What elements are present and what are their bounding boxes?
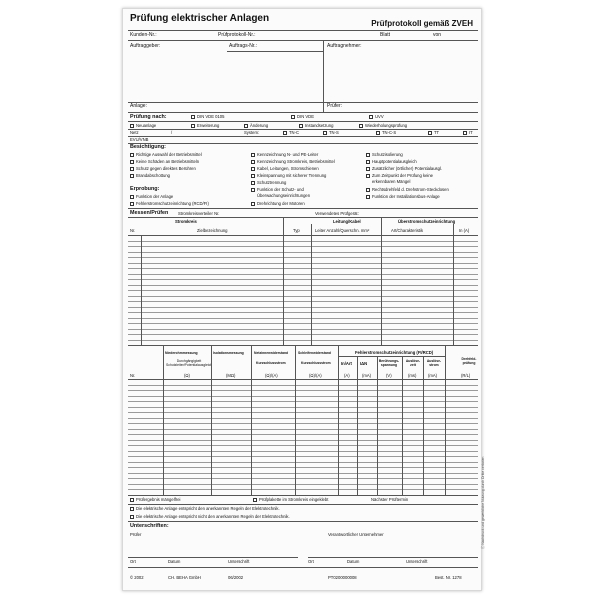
table-row-line [128, 279, 478, 280]
option-aenderung[interactable]: Änderung [244, 123, 268, 128]
pruefer-sig-label: Prüfer [130, 532, 142, 537]
pruefgeraet-label: Verwendetes Prüfgerät: [315, 211, 359, 216]
datum-label-2: Datum [347, 559, 360, 564]
table-row-line [128, 456, 478, 457]
check-entspricht-nicht[interactable]: Die elektrische Anlage entspricht nicht den anerkannten Regeln der Elektrotechnik. [130, 514, 290, 519]
copyright: © 2002 [130, 575, 144, 580]
kurzschluss2-header: Kurzschlussstrom [301, 361, 331, 365]
option-erweiterung[interactable]: Erweiterung [191, 123, 219, 128]
ausloese-zeit-header: Auslöse-zeit [405, 359, 421, 367]
ueberstrom-header: Überstromschutzeinrichtung [398, 219, 456, 224]
pruefer-label: Prüfer: [327, 103, 343, 109]
stromkreisverteiler-label: Stromkreisverteiler Nr. [178, 211, 220, 216]
table-row-line [128, 263, 478, 264]
table-row-line [128, 334, 478, 335]
table-row-line [128, 274, 478, 275]
typ-header: Typ [293, 228, 300, 233]
table-row-line [128, 429, 478, 430]
nr2-header: Nr. [130, 373, 136, 378]
table-row-line [128, 290, 478, 291]
option-wiederholungspruefung[interactable]: Wiederholungsprüfung [359, 123, 407, 128]
in-art-header: In/Art [341, 361, 352, 366]
unit-ma-2: (mA) [428, 373, 438, 378]
table-row-line [128, 489, 478, 490]
check-schutztrennung[interactable]: Schutztrennung [251, 180, 286, 185]
unit-ma-1: (mA) [362, 373, 372, 378]
unterschriften-label: Unterschriften: [130, 523, 169, 529]
form-code: PT0200000008 [328, 575, 357, 580]
table-row-line [128, 241, 478, 242]
unit-ohm-a-2: (Ω)/(A) [309, 373, 322, 378]
check-schutz-direkt[interactable]: Schutz gegen direktes Berühren [130, 166, 196, 171]
protokoll-title: Prüfprotokoll gemäß ZVEH [371, 19, 473, 28]
option-it[interactable]: IT [463, 130, 473, 135]
checkbox[interactable] [291, 115, 295, 119]
table-row-line [128, 407, 478, 408]
durchg-header: Durchgängigkeit Schutzleiter/Potentialausgleich [166, 359, 213, 367]
leiter-header: Leiter Anzahl/Querschn. mm² [315, 228, 370, 233]
table-row-line [128, 440, 478, 441]
table-row-line [128, 467, 478, 468]
unit-mohm: (MΩ) [226, 373, 236, 378]
auftraggeber-label: Auftraggeber: [130, 43, 161, 49]
table-row-line [128, 445, 478, 446]
nr-header: Nr. [130, 228, 136, 233]
table-row-line [128, 312, 478, 313]
von-label: von [433, 32, 442, 38]
option-tn-c[interactable]: TN-C [283, 130, 299, 135]
messen-label: Messen/Prüfen [130, 210, 169, 216]
table-row-line [128, 473, 478, 474]
table-row-line [128, 285, 478, 286]
table-row-line [128, 484, 478, 485]
check-kabel[interactable]: Kabel, Leitungen, Stromschienen [251, 166, 319, 171]
table-row-line [128, 385, 478, 386]
table-row-line [128, 478, 478, 479]
table-row-line [128, 423, 478, 424]
side-note: Ⓒ Nachdruck und gewerbliche Nutzung durch Dritte verboten [481, 456, 485, 549]
pruefung-nach-label: Prüfung nach: [130, 114, 167, 120]
inspection-form-sheet [122, 8, 485, 591]
beruehrung-header: Berührungs-spannung [378, 359, 400, 367]
form-title: Prüfung elektrischer Anlagen [130, 13, 270, 24]
option-din-vde[interactable]: DIN VDE [291, 114, 314, 119]
ausloese-strom-header: Auslöse-strom [426, 359, 442, 367]
option-instandsetzung[interactable]: Instandsetzung [299, 123, 333, 128]
auftragnehmer-label: Auftragnehmer: [327, 43, 362, 49]
in-a-header: In (A) [459, 228, 470, 233]
unit-v: (V) [386, 373, 392, 378]
stromkreis-header: Stromkreis [175, 219, 197, 224]
unternehmer-sig-label: Verantwortlicher Unternehmer [328, 532, 384, 537]
company: CH. BEHA GmbH [168, 575, 201, 580]
check-kleinspannung[interactable]: Kleinspannung mit sicherer Trennung [251, 173, 326, 178]
unit-ms: (ms) [408, 373, 417, 378]
table-row-line [128, 434, 478, 435]
table-row-line [128, 323, 478, 324]
check-keine-maengel[interactable]: Zum Zeitpunkt der Prüfung keine [366, 173, 433, 178]
check-brandabschottung[interactable]: Brandabschottung [130, 173, 170, 178]
option-uvv[interactable]: UVV [369, 114, 384, 119]
table-row-line [128, 329, 478, 330]
datum-label-1: Datum [168, 559, 181, 564]
fehlerstrom-header: Fehlerstromschutzeinrichtung (FI/RCD) [355, 350, 434, 355]
check-kennz-n-pe[interactable]: Kennzeichnung N- und PE-Leiter [251, 152, 318, 157]
table-row-line [128, 257, 478, 258]
header-rule-1 [128, 40, 478, 41]
anlage-label: Anlage: [130, 103, 147, 109]
kurzschluss1-header: Kurzschlussstrom [256, 361, 286, 365]
naechster-termin-label: Nächster Prüftermin [371, 497, 409, 502]
besichtigung-label: Besichtigung: [130, 144, 166, 150]
option-tt[interactable]: TT [428, 130, 439, 135]
unterschrift-label-1: Unterschrift [228, 559, 250, 564]
option-tn-c-s[interactable]: TN-C-S [376, 130, 396, 135]
check-hauptpotential[interactable]: Hauptpotentialausgleich [366, 159, 417, 164]
table-row-line [128, 307, 478, 308]
blatt-label: Blatt [380, 32, 391, 38]
table-row-line [128, 252, 478, 253]
table-row-line [128, 396, 478, 397]
check-funktion-anlage[interactable]: Funktion der Anlage [130, 194, 173, 199]
kunden-nr-label: Kunden-Nr.: [130, 32, 157, 38]
table-row-line [128, 412, 478, 413]
erprobung-label: Erprobung: [130, 186, 160, 192]
check-auswahl[interactable]: Richtige Auswahl der Betriebsmittel [130, 152, 202, 157]
pruefprotokoll-nr-label: Prüfprotokoll-Nr.: [218, 32, 256, 38]
check-rcd[interactable]: Fehlerstromschutzeinrichtung (RCD/FI) [130, 201, 209, 206]
check-maengelfrei[interactable]: Prüfergebnis mängelfrei [130, 497, 180, 502]
keine-maengel-cont: erkennbaren Mängel [372, 179, 411, 184]
checkbox[interactable] [369, 115, 373, 119]
option-din-vde-0105[interactable]: DIN VDE 0105 [191, 114, 224, 119]
niederohm-header: Niederohmmessung [165, 351, 198, 355]
table-row-line [128, 268, 478, 269]
checkbox[interactable] [191, 115, 195, 119]
check-entspricht[interactable]: Die elektrische Anlage entspricht den anerkannten Regeln der Elektrotechnik. [130, 506, 280, 511]
check-schutzisolierung[interactable]: Schutzisolierung [366, 152, 403, 157]
unit-a: (A) [344, 373, 350, 378]
auftrags-nr-label: Auftrags-Nr.: [229, 43, 258, 49]
table-row-line [128, 246, 478, 247]
netz-separator: / [171, 130, 173, 135]
netz-label: Netz [130, 130, 139, 135]
table-row-line [128, 390, 478, 391]
evu-label: EVU/VNB [130, 137, 149, 142]
ort-label-1: Ort [130, 559, 136, 564]
table-row-line [128, 401, 478, 402]
table-row-line [128, 301, 478, 302]
table-row-line [128, 418, 478, 419]
check-pruefplakette[interactable]: Prüfplakette im Stromkreis eingeklebt [253, 497, 328, 502]
schutzeinrichtungen-cont: Überwachungseinrichtungen [257, 193, 311, 198]
table-row-line [128, 462, 478, 463]
i-delta-header: IΔN [360, 361, 368, 366]
check-kennz-stromkreis[interactable]: Kennzeichnung Stromkreis, Betriebsmittel [251, 159, 335, 164]
check-installationsbus[interactable]: Funktion der Installationsbus-Anlage [366, 194, 440, 199]
schleifen-header: Schleifenwiderstand [298, 351, 331, 355]
netzinnen-header: Netzinnenwiderstand [254, 351, 289, 355]
art-header: Art/Charakteristik [391, 228, 424, 233]
table-row-line [128, 296, 478, 297]
check-zusaetzlicher[interactable]: Zusätzlicher (örtlicher) Potentialausgl. [366, 166, 442, 171]
unit-rl: (R/L) [461, 373, 471, 378]
option-neuanlage[interactable]: Neuanlage [130, 123, 156, 128]
unit-ohm: (Ω) [184, 373, 190, 378]
zielbezeichnung-header: Zielbezeichnung [197, 228, 228, 233]
unit-ohm-a-1: (Ω)/(A) [265, 373, 278, 378]
unterschrift-label-2: Unterschrift [406, 559, 428, 564]
check-drehrichtung[interactable]: Drehrichtung der Motoren [251, 201, 305, 206]
table-row-line [128, 318, 478, 319]
title-rule [128, 30, 478, 31]
edition-date: 06/2002 [228, 575, 244, 580]
check-keine-schaeden[interactable]: Keine Schäden an Betriebsmitteln [130, 159, 199, 164]
ort-label-2: Ort [308, 559, 314, 564]
system-label: System: [244, 130, 260, 135]
table-row-line [128, 340, 478, 341]
best-nr: Best. Nr. 1278 [435, 575, 462, 580]
check-rechtsdrehfeld[interactable]: Rechtsdrehfeld d. Drehstrom-Steckdosen [366, 187, 449, 192]
table-row-line [128, 451, 478, 452]
option-tn-s[interactable]: TN-S [323, 130, 339, 135]
leitung-kabel-header: Leitung/Kabel [333, 219, 361, 224]
check-schutzeinrichtungen[interactable]: Funktion der Schutz- und [251, 187, 304, 192]
isolation-header: Isolationsmessung [213, 351, 244, 355]
drehfeld-header: Drehfeld-prüfung [461, 357, 477, 365]
